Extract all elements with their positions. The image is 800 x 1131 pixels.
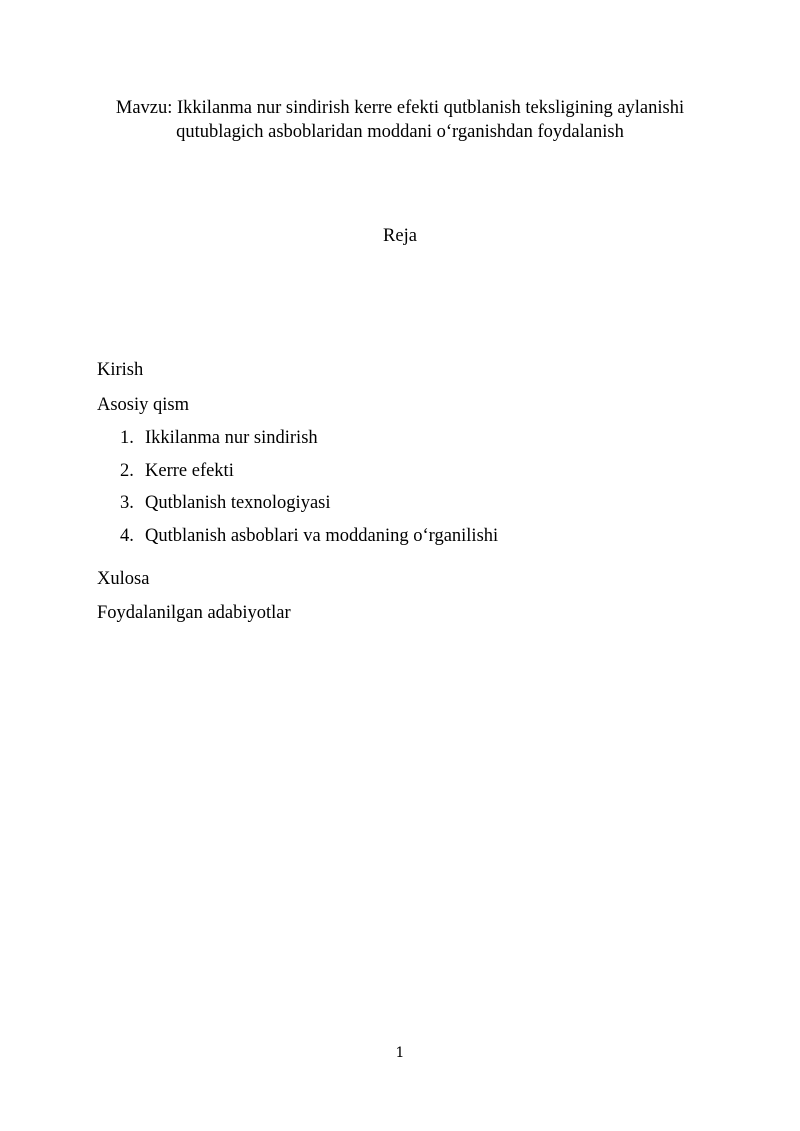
plan-heading: Reja (383, 226, 417, 246)
toc-conclusion: Xulosa (97, 569, 150, 589)
list-item-text: Kerre efekti (145, 461, 234, 481)
title-line-1: Mavzu: Ikkilanma nur sindirish kerre efekti qutblanish teksligining aylanishi (115, 98, 685, 118)
title-line-2: qutublagich asboblaridan moddani o‘rganishdan foydalanish (176, 122, 624, 142)
list-item-number: 1. (120, 428, 134, 448)
list-item-text: Qutblanish texnologiyasi (145, 493, 331, 513)
page-number: 1 (395, 1045, 405, 1061)
document-title (90, 96, 710, 144)
toc-references: Foydalanilgan adabiyotlar (97, 603, 291, 623)
list-item-number: 2. (120, 461, 134, 481)
toc-intro: Kirish (97, 360, 144, 380)
list-item-number: 4. (120, 526, 134, 546)
list-item-text: Ikkilanma nur sindirish (145, 428, 318, 448)
list-item-text: Qutblanish asboblari va moddaning o‘rganilishi (145, 526, 499, 546)
toc-main-part: Asosiy qism (97, 395, 190, 415)
list-item-number: 3. (120, 493, 134, 513)
